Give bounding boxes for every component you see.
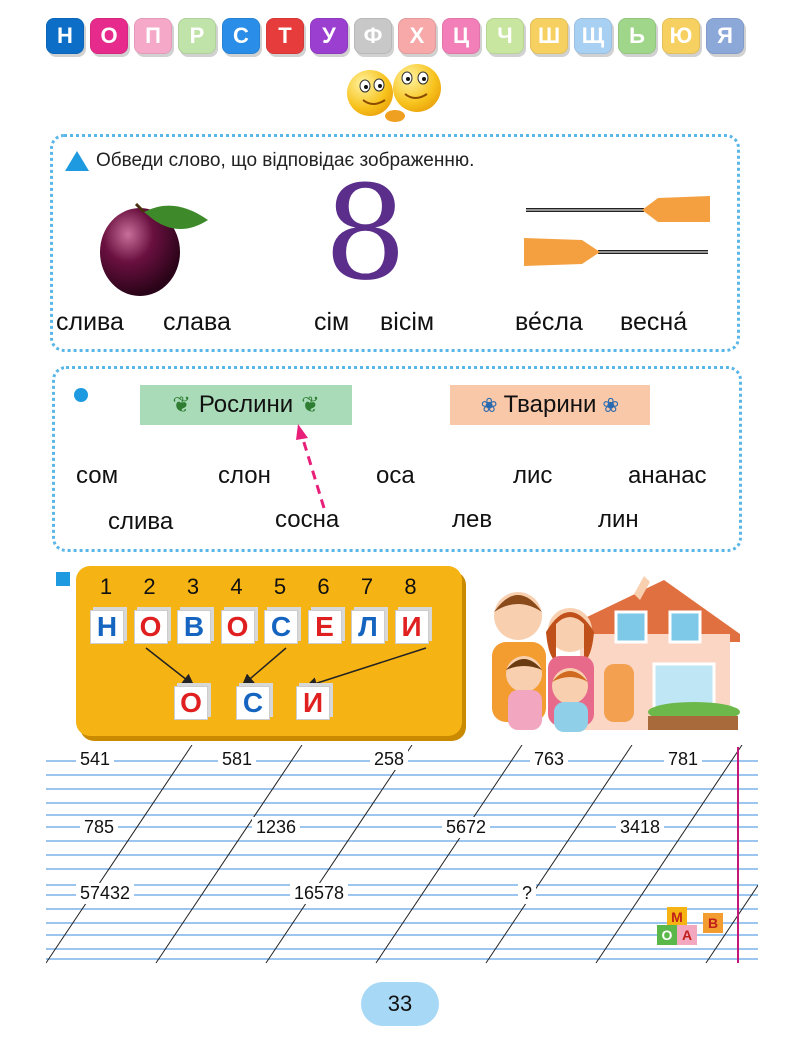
word-osa[interactable]: оса [376,462,415,489]
word-sim[interactable]: сім [314,308,350,336]
block-o: О [657,925,677,945]
position-number: 7 [360,574,374,599]
grid-number: 541 [76,749,114,770]
block-a: А [677,925,697,945]
slant-line [266,745,412,963]
word-lev[interactable]: лев [452,506,493,533]
word-sosna[interactable]: сосна [275,506,340,533]
grid-question: ? [518,883,536,904]
alphabet-letter-tile: Ф [354,18,392,54]
block-m: М [667,907,687,927]
grid-number: 258 [370,749,408,770]
grid-number: 1236 [252,817,300,838]
word-som[interactable]: сом [76,462,119,489]
letter-cube: И [395,610,429,644]
word-slava[interactable]: слава [163,308,231,336]
alphabet-letter-tile: Т [266,18,304,54]
position-number: 1 [99,574,113,599]
alphabet-letter-tile: Щ [574,18,612,54]
result-letter-cube[interactable]: О [174,686,208,720]
dashed-arrow-icon [290,422,340,512]
alphabet-letter-tile: П [134,18,172,54]
bullet-square-icon [56,572,70,586]
alphabet-letter-tile: Ь [618,18,656,54]
oars-image [518,192,718,272]
bullet-circle-icon [74,388,88,402]
result-letter-cube[interactable]: И [296,686,330,720]
alphabet-letter-tile: Ш [530,18,568,54]
position-number: 2 [143,574,156,599]
category-animals-label: Тварини [503,391,597,418]
alphabet-letter-tile: Ч [486,18,524,54]
alphabet-letter-tile: У [310,18,348,54]
category-plants[interactable] [140,385,352,425]
alphabet-letter-tile: О [90,18,128,54]
letter-cube: Н [90,610,124,644]
position-number: 5 [273,574,287,599]
word-visim[interactable]: вісім [380,308,435,336]
category-animals[interactable] [450,385,650,425]
sprout-icon: ❦ [301,392,320,417]
word-slon[interactable]: слон [218,462,271,489]
paw-icon: ❀ [480,394,498,417]
writing-grid [46,745,758,965]
page-number: 33 [361,982,439,1026]
alphabet-letter-tile: Р [178,18,216,54]
letter-cube: Е [308,610,342,644]
position-number: 3 [186,574,200,599]
alphabet-letter-tile: С [222,18,260,54]
digit-eight: 8 [324,157,407,309]
grid-number: 785 [80,817,118,838]
grid-number: 5672 [442,817,490,838]
grid-number: 581 [218,749,256,770]
grid-number: 16578 [290,883,348,904]
letter-cube: В [177,610,211,644]
alphabet-letter-tile: Ц [442,18,480,54]
word-ananas[interactable]: ананас [628,462,707,489]
word-lys[interactable]: лис [513,462,553,489]
slant-line [486,745,632,963]
task1-instruction: Обведи слово, що відповідає зображенню. [96,150,475,171]
letter-cube: С [264,610,298,644]
letter-cube: О [134,610,168,644]
sprout-icon: ❦ [172,392,191,417]
plum-image [96,190,216,300]
position-number: 6 [317,574,330,599]
grid-number: 763 [530,749,568,770]
block-v: В [703,913,723,933]
position-number: 8 [404,574,417,599]
alphabet-letter-tile: Ю [662,18,700,54]
slant-line [156,745,302,963]
triangle-icon [64,150,90,172]
letter-cube: Л [351,610,385,644]
paw-icon: ❀ [602,394,620,417]
alphabet-letter-tile: Я [706,18,744,54]
word-lyn[interactable]: лин [598,506,639,533]
result-letter-cube[interactable]: С [236,686,270,720]
word-vesna[interactable]: весна́ [620,308,688,336]
emoji-eyes-icon [345,64,445,124]
alphabet-letter-tile: Х [398,18,436,54]
grid-number: 3418 [616,817,664,838]
position-number: 4 [230,574,243,599]
letter-cube: О [221,610,255,644]
slant-line [376,745,522,963]
word-slyva-2[interactable]: слива [108,508,174,535]
word-vesla[interactable]: ве́сла [515,308,583,336]
grid-number: 57432 [76,883,134,904]
category-plants-label: Рослини [198,391,294,418]
family-house-image [484,572,740,734]
word-puzzle-panel [76,566,462,736]
slant-line [46,745,192,963]
grid-number: 781 [664,749,702,770]
alphabet-strip [46,18,746,56]
word-slyva[interactable]: слива [56,308,124,336]
alphabet-letter-tile: Н [46,18,84,54]
